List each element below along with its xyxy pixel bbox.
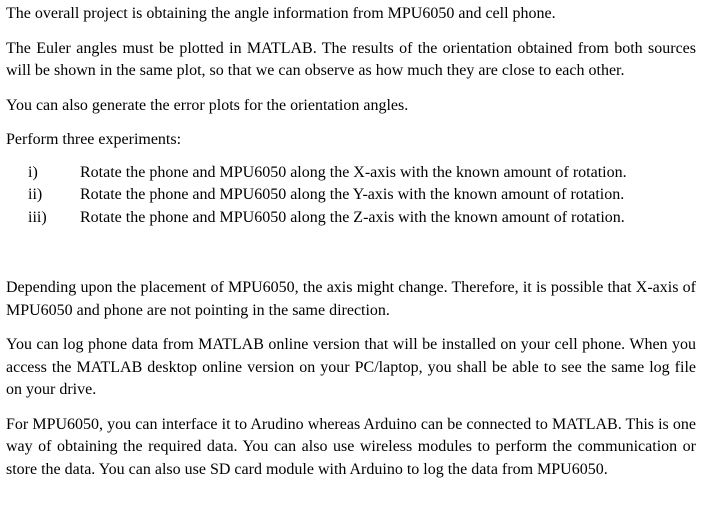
document-body bbox=[6, 3, 696, 481]
placement-paragraph: Depending upon the placement of MPU6050, the axis might change. Therefore, it is possible that X-axis of MPU6050 and phone are not pointing in the same direction. bbox=[6, 279, 696, 319]
experiment-item bbox=[6, 184, 696, 207]
perform-paragraph: Perform three experiments: bbox=[6, 131, 182, 148]
interface-paragraph: For MPU6050, you can interface it to Arudino whereas Arduino can be connected to MATLAB. This is one way of obtaining the required data. You can also use wireless modules to perform the communication or store the data. You can also use SD card module with Arduino to log the data from MPU6050. bbox=[6, 415, 696, 478]
experiment-number: ii) bbox=[28, 186, 43, 203]
experiment-item bbox=[6, 162, 696, 185]
experiment-text: Rotate the phone and MPU6050 along the X-axis with the known amount of rotation. bbox=[80, 163, 627, 181]
intro-paragraph: The overall project is obtaining the angle information from MPU6050 and cell phone. bbox=[6, 5, 556, 22]
experiment-text: Rotate the phone and MPU6050 along the Y-axis with the known amount of rotation. bbox=[80, 186, 625, 203]
experiment-list bbox=[6, 162, 696, 230]
error-plot-paragraph: You can also generate the error plots for the orientation angles. bbox=[6, 96, 409, 114]
phone-log-paragraph: You can log phone data from MATLAB online version that will be installed on your cell phone. When you access the MATLAB desktop online version on your PC/laptop, you shall be able to see the same log file on your drive. bbox=[6, 336, 696, 398]
experiment-text: Rotate the phone and MPU6050 along the Z-axis with the known amount of rotation. bbox=[80, 208, 625, 226]
euler-paragraph: The Euler angles must be plotted in MATLAB. The results of the orientation obtained from both sources will be shown in the same plot, so that we can observe as how much they are close to each other. bbox=[6, 39, 696, 79]
experiment-number: i) bbox=[28, 163, 38, 181]
experiment-item bbox=[6, 207, 696, 230]
experiment-number: iii) bbox=[28, 208, 47, 226]
